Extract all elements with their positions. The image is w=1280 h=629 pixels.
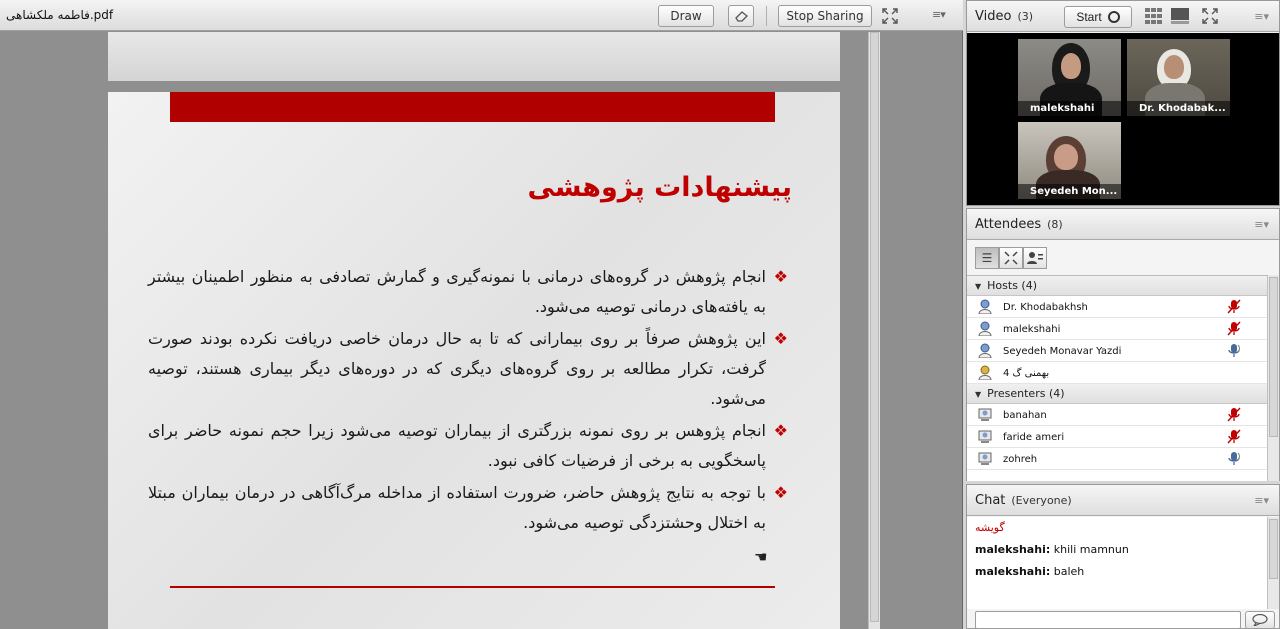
start-webcam-button[interactable]: Start [1064, 6, 1132, 28]
pod-menu-icon[interactable]: ≡▾ [932, 8, 945, 21]
presenter-user-icon [978, 407, 992, 422]
video-tile[interactable] [1018, 122, 1121, 199]
video-tile-label: Seyedeh Mon... [1018, 184, 1121, 199]
pod-menu-icon[interactable]: ≡▾ [1254, 494, 1269, 507]
mic-off-icon [1227, 299, 1241, 314]
diamond-bullet-icon: ❖ [773, 329, 788, 348]
webcam-icon [1108, 11, 1120, 23]
chat-input[interactable] [975, 611, 1241, 629]
eraser-icon[interactable] [728, 5, 754, 27]
attendee-list [967, 275, 1267, 481]
video-pod-title: Video (3) [975, 9, 1034, 24]
scrollbar-thumb[interactable] [1269, 519, 1278, 579]
host-user-icon [978, 299, 992, 314]
presenter-user-icon [978, 451, 992, 466]
speech-bubble-icon [1252, 614, 1268, 626]
video-tile[interactable] [1018, 39, 1121, 116]
mic-on-icon [1227, 343, 1241, 358]
collapse-triangle-icon: ▼ [975, 282, 982, 291]
video-tile-label: Dr. Khodabak... [1127, 101, 1230, 116]
chat-messages [967, 517, 1267, 609]
attendee-scrollbar[interactable] [1267, 275, 1279, 481]
video-tile[interactable] [1127, 39, 1230, 116]
scrollbar-thumb[interactable] [870, 32, 879, 622]
slide-viewer [4, 32, 880, 629]
attendee-row[interactable]: zohreh [967, 448, 1267, 470]
attendee-row[interactable]: Dr. Khodabakhsh [967, 296, 1267, 318]
toolbar-divider [766, 6, 767, 26]
previous-slide-edge [108, 32, 840, 81]
chat-message: گويشه [975, 521, 1005, 534]
user-status-icon[interactable] [1023, 247, 1047, 269]
attendees-view-toolbar [975, 247, 1047, 269]
share-toolbar [0, 0, 963, 31]
attendee-row[interactable]: 4 بهمنی گ [967, 362, 1267, 384]
presenter-user-icon [978, 429, 992, 444]
grid-layout-icon[interactable] [1144, 6, 1164, 26]
scrollbar-thumb[interactable] [1269, 277, 1278, 437]
stop-sharing-button[interactable]: Stop Sharing [778, 5, 872, 27]
video-grid [967, 33, 1279, 205]
attendees-pod [966, 208, 1280, 481]
mic-off-icon [1227, 429, 1241, 444]
slide-page [108, 92, 840, 629]
hand-cursor-icon: ☚ [754, 548, 768, 566]
host-user-icon [978, 343, 992, 358]
attendee-row[interactable]: malekshahi [967, 318, 1267, 340]
pod-menu-icon[interactable]: ≡▾ [1254, 218, 1269, 231]
chat-send-button[interactable] [1245, 611, 1275, 629]
fullscreen-icon[interactable] [880, 6, 900, 26]
diamond-bullet-icon: ❖ [773, 483, 788, 502]
mic-off-icon [1227, 407, 1241, 422]
slide-scrollbar[interactable] [868, 32, 880, 629]
draw-button[interactable]: Draw [658, 5, 714, 27]
slide-bullet: ❖ با توجه به نتایج پژوهش حاضر، ضرورت استفاده از مداخله مرگ‌آگاهی در درمان بیماران مبتلا به اختلال وحشتزدگی توصیه می‌شود. [148, 478, 788, 538]
diamond-bullet-icon: ❖ [773, 267, 788, 286]
hosts-group-header[interactable]: ▼ Hosts (4) [967, 276, 1267, 296]
list-view-icon[interactable]: ☰ [975, 247, 999, 269]
host-user-icon [978, 321, 992, 336]
video-pod [966, 0, 1280, 206]
diamond-bullet-icon: ❖ [773, 421, 788, 440]
chat-scrollbar[interactable] [1267, 517, 1279, 609]
chat-message: malekshahi: baleh [975, 565, 1085, 578]
chat-message: malekshahi: khili mamnun [975, 543, 1129, 556]
slide-bullet: ❖ این پژوهش صرفاً بر روی بیمارانی که تا به حال درمان خاصی دریافت نکرده بودند صورت گرفت، تکرار مطالعه بر روی گروه‌های دیگری که در دوره‌های دیگر بیماری هستند، توصیه می‌شود. [148, 324, 788, 414]
breakout-view-icon[interactable] [999, 247, 1023, 269]
slide-footer-line [170, 586, 775, 588]
collapse-triangle-icon: ▼ [975, 390, 982, 399]
attendee-row[interactable]: banahan [967, 404, 1267, 426]
attendees-pod-title: Attendees (8) [975, 217, 1063, 232]
slide-header-band [170, 92, 775, 122]
attendee-row[interactable]: Seyedeh Monavar Yazdi [967, 340, 1267, 362]
attendees-pod-header [967, 209, 1279, 240]
mic-off-icon [1227, 321, 1241, 336]
chat-pod-title: Chat (Everyone) [975, 493, 1072, 508]
attendee-row[interactable]: faride ameri [967, 426, 1267, 448]
slide-title: پیشنهادات پژوهشی [527, 172, 792, 203]
pod-menu-icon[interactable]: ≡▾ [1254, 10, 1269, 23]
presenters-group-header[interactable]: ▼ Presenters (4) [967, 384, 1267, 404]
slide-bullet: ❖ انجام پژوهش در گروه‌های درمانی با نمونه‌گیری و گمارش تصادفی به منظور اطمینان بیشتر به یافته‌های درمانی توصیه می‌شود. [148, 262, 788, 322]
mic-on-icon [1227, 451, 1241, 466]
fullscreen-icon[interactable] [1200, 6, 1220, 26]
chat-pod [966, 484, 1280, 629]
single-layout-icon[interactable] [1170, 6, 1190, 26]
video-tile-label: malekshahi [1018, 101, 1121, 116]
host-user-icon [978, 365, 992, 380]
file-title: فاطمه ملکشاهی.pdf [6, 8, 114, 22]
chat-pod-header [967, 485, 1279, 516]
slide-bullet-list [148, 262, 788, 540]
slide-bullet: ❖ انجام پژوهس بر روی نمونه بزرگتری از بیماران توصیه می‌شود زیرا حجم نمونه حاضر برای پاسخگویی به برخی از فرضیات کافی نبود. [148, 416, 788, 476]
